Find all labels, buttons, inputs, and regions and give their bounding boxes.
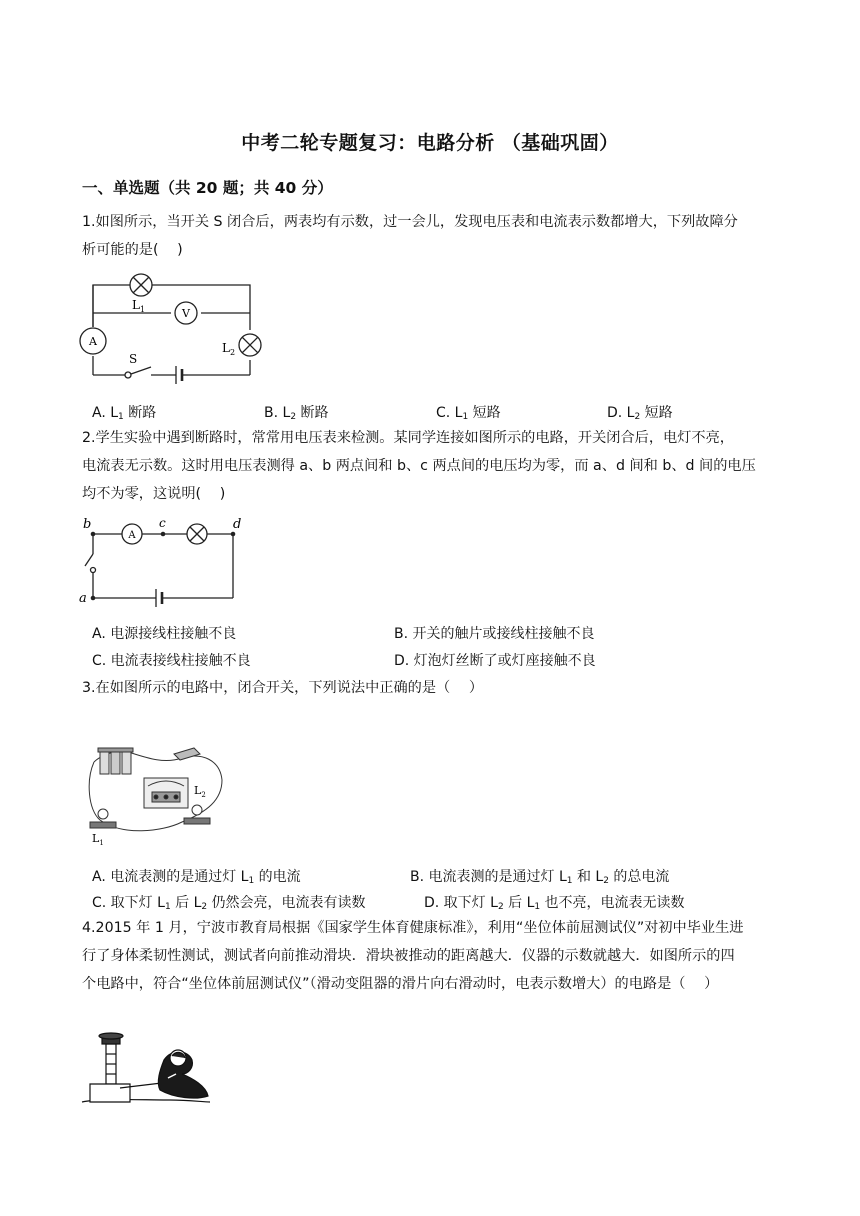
q4-line-2: 行了身体柔韧性测试，测试者向前推动滑块．滑块被推动的距离越大．仪器的示数就越大．如图所示的四 — [82, 948, 735, 964]
q2-option-c: C. 电流表接线柱接触不良 — [92, 653, 251, 669]
section-heading: 一、单选题（共 20 题；共 40 分） — [82, 179, 333, 197]
q2-label-c: c — [159, 516, 166, 530]
q1-option-b: B. $L_2$ 断路 — [264, 405, 329, 422]
q4-test-device-picture — [80, 1030, 212, 1106]
q1-option-c: C. $L_1$ 短路 — [436, 405, 501, 422]
q2-line-3: 均不为零，这说明( ) — [82, 486, 226, 502]
q2-label-b: b — [83, 517, 92, 532]
q2-label-a: a — [79, 591, 87, 606]
q1-label-l2: $L_2$ — [222, 341, 236, 357]
q1-voltmeter-label: V — [182, 307, 190, 320]
q3-line-1: 3.在如图所示的电路中，闭合开关，下列说法中正确的是（ ） — [82, 680, 484, 696]
q1-ammeter-label: A — [89, 335, 97, 348]
q3-label-l2: $L_2$ — [194, 784, 206, 799]
q1-line-1: 1.如图所示，当开关 S 闭合后，两表均有示数，过一会儿，发现电压表和电流表示数都增大，下列故障分 — [82, 214, 738, 230]
q2-option-a: A. 电源接线柱接触不良 — [92, 626, 237, 642]
q1-line-2: 析可能的是( ) — [82, 242, 183, 258]
q1-option-d: D. $L_2$ 短路 — [607, 405, 673, 422]
q1-label-switch: S — [129, 352, 138, 366]
q2-circuit-diagram — [78, 516, 248, 608]
q3-circuit-photo — [82, 740, 232, 846]
q2-option-d: D. 灯泡灯丝断了或灯座接触不良 — [394, 653, 596, 669]
q1-label-l1: $L_1$ — [132, 298, 146, 314]
q2-option-b: B. 开关的触片或接线柱接触不良 — [394, 626, 595, 642]
q3-option-a: A. 电流表测的是通过灯 $L_1$ 的电流 — [92, 869, 301, 886]
q3-option-c: C. 取下灯 $L_1$ 后 $L_2$ 仍然会亮，电流表有读数 — [92, 895, 366, 912]
q1-option-a: A. $L_1$ 断路 — [92, 405, 157, 422]
q1-circuit-diagram — [78, 266, 268, 382]
q2-line-1: 2.学生实验中遇到断路时，常常用电压表来检测。某同学连接如图所示的电路，开关闭合后，电灯不亮， — [82, 430, 734, 446]
q3-option-d: D. 取下灯 $L_2$ 后 $L_1$ 也不亮，电流表无读数 — [424, 895, 685, 912]
q3-label-l1: $L_1$ — [92, 832, 104, 847]
q2-line-2: 电流表无示数。这时用电压表测得 a、b 两点间和 b、c 两点间的电压均为零，而 a、d 间和 b、d 间的电压 — [82, 458, 756, 474]
page-title: 中考二轮专题复习：电路分析 （基础巩固） — [241, 132, 619, 154]
q2-label-d: d — [233, 517, 242, 532]
q2-ammeter-label: A — [128, 530, 136, 541]
q3-option-b: B. 电流表测的是通过灯 $L_1$ 和 $L_2$ 的总电流 — [410, 869, 670, 886]
q4-line-3: 个电路中，符合“坐位体前屈测试仪”（滑动变阻器的滑片向右滑动时，电表示数增大）的电路是（ ） — [82, 976, 719, 992]
q4-line-1: 4.2015 年 1 月，宁波市教育局根据《国家学生体育健康标准》，利用“坐位体前屈测试仪”对初中毕业生进 — [82, 920, 744, 936]
